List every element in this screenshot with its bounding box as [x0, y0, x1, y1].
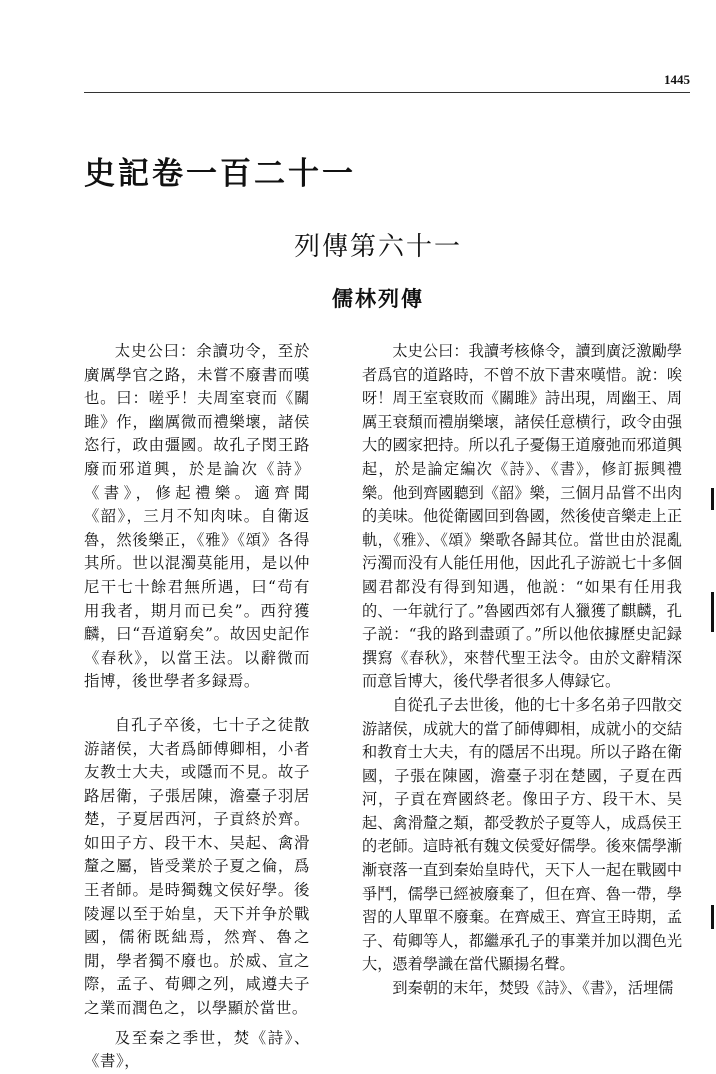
scan-edge-mark: [711, 592, 714, 632]
chapter-title: 列傳第六十一: [293, 232, 462, 262]
header-rule: [84, 92, 690, 93]
translation-paragraph: 自從孔子去世後，他的七十多名弟子四散交游諸侯，成就大的當了師傅卿相，成就小的交結和教育士大夫，有的隱居不出現。所以子路在衛國，子張在陳國，澹臺子羽在楚國，子夏在西河，子貢在齊國終老。像田子方、段干木、吴起、禽滑釐之類，都受教於子夏等人，成爲侯王的老師。這時衹有魏文侯愛好儒學。後來儒學漸漸衰落一直到秦始皇時代，天下人一起在戰國中爭鬥，儒學已經被廢棄了，但在齊、魯一帶，學習的人單單不廢棄。在齊威王、齊宣王時期，孟子、荀卿等人，都繼承孔子的事業并加以潤色光大，憑着學識在當代顯揚名聲。: [362, 695, 682, 974]
translation-column: [362, 340, 682, 1001]
page-number: 1445: [664, 72, 690, 87]
classical-paragraph: 太史公曰：余讀功令，至於廣厲學官之路，未嘗不廢書而嘆也。曰：嗟乎！夫周室衰而《關雎》作，幽厲微而禮樂壞，諸侯恣行，政由彊國。故孔子閔王路廢而邪道興，於是論次《詩》《書》，修起禮樂。適齊聞《韶》，三月不知肉味。自衛返魯，然後樂正，《雅》《頌》各得其所。世以混濁莫能用，是以仲尼干七十餘君無所遇，曰“茍有用我者，期月而已矣”。西狩獲麟，曰“吾道窮矣”。故因史記作《春秋》，以當王法。以辭微而指博，後世學者多録焉。: [84, 342, 310, 691]
translation-paragraph: 到秦朝的末年，焚毁《詩》、《書》，活埋儒: [392, 979, 674, 998]
classical-paragraph: 自孔子卒後，七十子之徒散游諸侯，大者爲師傅卿相，小者友教士大夫，或隱而不見。故子路居衛，子張居陳，澹臺子羽居楚，子夏居西河，子貢終於齊。如田子方、段干木、吴起、禽滑釐之屬，皆受業於子夏之倫，爲王者師。是時獨魏文侯好學。後陵遲以至于始皇，天下并争於戰國，儒術既絀焉，然齊、魯之閒，學者獨不廢也。於威、宣之際，孟子、荀卿之列，咸遵夫子之業而潤色之，以學顯於當世。: [84, 715, 310, 1018]
classical-paragraph: 及至秦之季世，焚《詩》、《書》，: [84, 1028, 310, 1071]
volume-title: 史記卷一百二十一: [84, 156, 356, 192]
classical-text-column: [84, 340, 310, 1074]
scan-edge-mark: [711, 905, 714, 929]
translation-paragraph: 太史公曰：我讀考核條令，讀到廣泛激勵學者爲官的道路時，不曾不放下書來嘆惜。說：唉呀！周王室衰敗而《關雎》詩出現，周幽王、周厲王衰頹而禮崩樂壞，諸侯任意横行，政令由强大的國家把持。所以孔子憂傷王道廢弛而邪道興起，於是論定編次《詩》、《書》，修訂振興禮樂。他到齊國聽到《韶》樂，三個月品嘗不出肉的美味。他從衛國回到魯國，然後使音樂走上正軌，《雅》、《頌》樂歌各歸其位。當世由於混亂污濁而没有人能任用他，因此孔子游説七十多個國君都没有得到知遇，他説：“如果有任用我的、一年就行了。”魯國西郊有人獵獲了麒麟，孔子説：“我的路到盡頭了。”所以他依據歷史記録撰寫《春秋》，來替代聖王法令。由於文辭精深而意旨博大，後代學者很多人傳録它。: [362, 342, 682, 691]
scan-edge-mark: [711, 488, 714, 510]
section-title: 儒林列傳: [332, 287, 424, 311]
